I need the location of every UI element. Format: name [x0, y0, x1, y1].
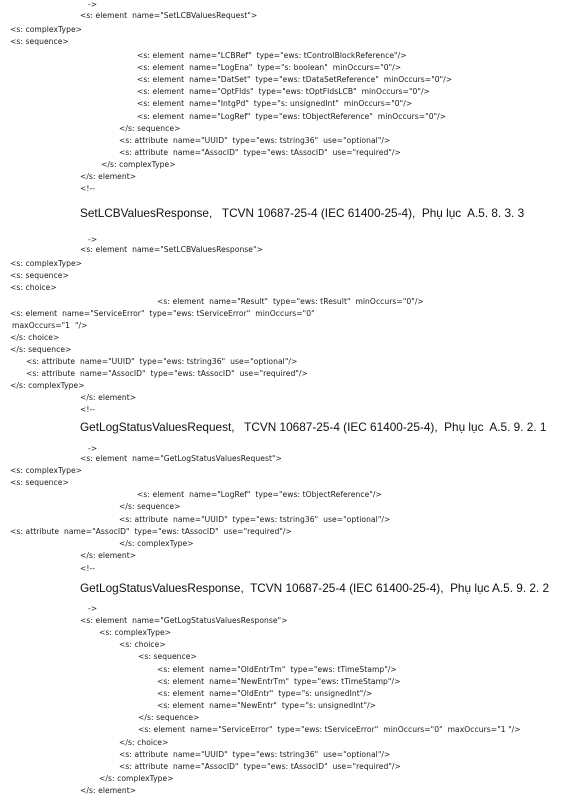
code-line: <s: attribute name="UUID" type="ews: tstring36" use="optional"/>	[119, 136, 391, 145]
code-line: <s: element name="ServiceError" type="ews: tServiceError" minOccurs="0"	[10, 309, 315, 318]
code-line: <s: element name="NewEntrTm" type="ews: tTimeStamp"/>	[157, 677, 401, 686]
code-line: </s: complexType>	[101, 160, 176, 169]
code-line: <!--	[80, 184, 96, 193]
code-line: <s: attribute name="UUID" type="ews: tstring36" use="optional"/>	[119, 750, 391, 759]
code-line: <s: attribute name="UUID" type="ews: tstring36" use="optional"/>	[119, 515, 391, 524]
code-line: ->	[88, 604, 98, 613]
code-line: <s: element name="NewEntr" type="s: unsignedInt"/>	[157, 701, 377, 710]
code-line: <s: complexType>	[99, 628, 172, 637]
section-heading: GetLogStatusValuesResponse, TCVN 10687-25-4 (IEC 61400-25-4), Phụ lục A.5. 9. 2. 2	[80, 581, 550, 595]
code-line: </s: sequence>	[119, 502, 181, 511]
code-line: <s: attribute name="AssocID" type="ews: tAssocID" use="required"/>	[10, 527, 292, 536]
code-line: <s: sequence>	[10, 271, 69, 280]
code-line: <s: element name="OldEntr" type="s: unsignedInt"/>	[157, 689, 373, 698]
code-line: <s: attribute name="UUID" type="ews: tstring36" use="optional"/>	[26, 357, 298, 366]
code-line: </s: choice>	[10, 333, 60, 342]
code-line: <s: complexType>	[10, 259, 83, 268]
code-line: </s: complexType>	[119, 539, 194, 548]
code-line: </s: sequence>	[119, 124, 181, 133]
code-line: <s: complexType>	[10, 466, 83, 475]
code-line: <s: choice>	[10, 283, 57, 292]
code-line: </s: complexType>	[99, 774, 174, 783]
code-line: </s: sequence>	[138, 713, 200, 722]
code-line: </s: sequence>	[10, 345, 72, 354]
code-line: <s: sequence>	[10, 37, 69, 46]
code-line: maxOccurs="1 "/>	[12, 321, 88, 330]
code-line: <s: element name="LogRef" type="ews: tObjectReference"/>	[137, 490, 382, 499]
code-line: ->	[88, 444, 98, 453]
code-line: <s: choice>	[119, 640, 166, 649]
code-line: </s: element>	[80, 551, 137, 560]
code-line: <s: complexType>	[10, 25, 83, 34]
code-line: ->	[88, 235, 98, 244]
code-line: <s: element name="LCBRef" type="ews: tControlBlockReference"/>	[137, 51, 407, 60]
code-line: <s: attribute name="AssocID" type="ews: tAssocID" use="required"/>	[26, 369, 308, 378]
code-line: <s: element name="Result" type="ews: tResult" minOccurs="0"/>	[157, 297, 424, 306]
code-line: </s: complexType>	[10, 381, 85, 390]
code-line: <!--	[80, 405, 96, 414]
code-line: <s: element name="SetLCBValuesRequest">	[80, 11, 258, 20]
code-line: </s: choice>	[119, 738, 169, 747]
section-heading: GetLogStatusValuesRequest, TCVN 10687-25-4 (IEC 61400-25-4), Phụ lục A.5. 9. 2. 1	[80, 420, 547, 434]
code-line: <s: element name="LogRef" type="ews: tObjectReference" minOccurs="0"/>	[137, 112, 447, 121]
section-heading: SetLCBValuesResponse, TCVN 10687-25-4 (IEC 61400-25-4), Phụ lục A.5. 8. 3. 3	[80, 206, 525, 220]
code-line: </s: element>	[80, 172, 137, 181]
code-line: <s: element name="OldEntrTm" type="ews: tTimeStamp"/>	[157, 665, 397, 674]
code-line: <s: element name="GetLogStatusValuesResponse">	[80, 616, 288, 625]
code-line: <s: attribute name="AssocID" type="ews: tAssocID" use="required"/>	[119, 762, 401, 771]
code-line: <s: sequence>	[138, 652, 197, 661]
code-line: <s: element name="ServiceError" type="ews: tServiceError" minOccurs="0" maxOccurs="1 "/>	[138, 725, 521, 734]
code-line: <s: attribute name="AssocID" type="ews: tAssocID" use="required"/>	[119, 148, 401, 157]
code-line: <!--	[80, 564, 96, 573]
code-line: </s: element>	[80, 786, 137, 795]
code-line: ->	[88, 0, 98, 9]
code-line: <s: element name="SetLCBValuesResponse">	[80, 245, 263, 254]
code-line: <s: element name="IntgPd" type="s: unsignedInt" minOccurs="0"/>	[137, 99, 413, 108]
code-line: </s: element>	[80, 393, 137, 402]
code-line: <s: element name="LogEna" type="s: boolean" minOccurs="0"/>	[137, 63, 402, 72]
code-line: <s: element name="DatSet" type="ews: tDataSetReference" minOccurs="0"/>	[137, 75, 453, 84]
code-line: <s: sequence>	[10, 478, 69, 487]
code-line: <s: element name="GetLogStatusValuesRequest">	[80, 454, 282, 463]
code-line: <s: element name="OptFlds" type="ews: tOptFldsLCB" minOccurs="0"/>	[137, 87, 430, 96]
